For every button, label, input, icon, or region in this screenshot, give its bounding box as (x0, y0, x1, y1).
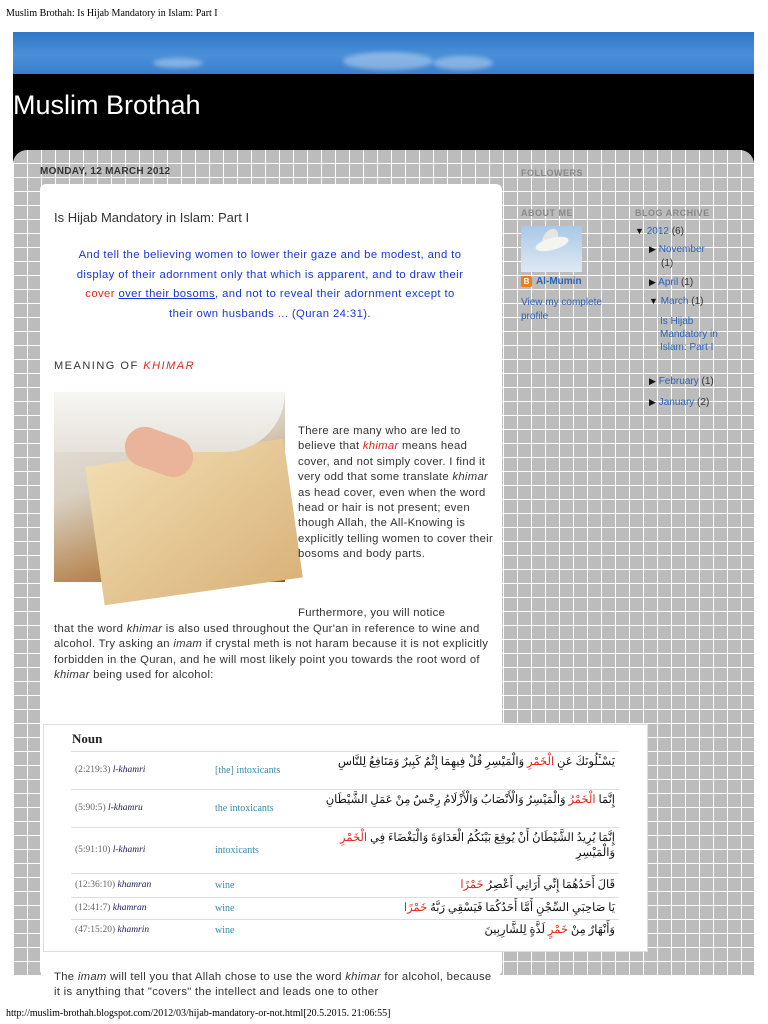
triangle-down-icon[interactable]: ▼ (649, 296, 658, 306)
noun-gloss: wine (215, 925, 235, 936)
p2-khimar: khimar (126, 623, 163, 635)
about-me-heading: ABOUT ME (521, 208, 573, 218)
noun-table-row (71, 919, 619, 942)
archive-march-count: (1) (688, 296, 704, 307)
quote-cover-word: cover (85, 288, 115, 300)
noun-table-title: Noun (72, 731, 103, 746)
author-name-link[interactable]: Al-Mumin (536, 276, 582, 287)
p2-text-a: that the word (54, 623, 127, 635)
p1-khimar-italic: khimar (452, 471, 489, 484)
triangle-right-icon[interactable]: ▶ (649, 244, 656, 254)
section-heading (54, 360, 195, 372)
archive-january-link[interactable]: January (658, 397, 695, 408)
noun-gloss: the intoxicants (215, 803, 274, 814)
quote-line-2: display of their adornment only that which is apparent, and to draw their (76, 268, 464, 281)
print-page-footer: http://muslim-brothah.blogspot.com/2012/03/hijab-mandatory-or-not.html[20.5.2015. 21:06:55] (6, 1008, 391, 1019)
noun-ref[interactable]: (5:90:5) l-khamru (75, 803, 143, 813)
post-date: MONDAY, 12 MARCH 2012 (40, 166, 171, 177)
noun-arabic-verse: يَسْـَٔلُونَكَ عَنِ الْخَمْرِ وَالْمَيْسِرِ قُلْ فِيهِمَا إِثْمٌ كَبِيرٌ وَمَنَافِعُ لِلنَّاسِ (337, 756, 615, 768)
quran-reading-photo (54, 392, 285, 582)
archive-year-2012[interactable] (635, 226, 684, 237)
noun-table-row (71, 751, 619, 790)
archive-march-link[interactable]: March (660, 296, 689, 307)
p3-text-b: will tell you that Allah chose to use the word (106, 971, 346, 983)
archive-november-count: (1) (661, 258, 674, 269)
noun-gloss: [the] intoxicants (215, 765, 281, 776)
archive-april-link[interactable]: April (658, 277, 679, 288)
triangle-right-icon[interactable]: ▶ (649, 397, 656, 407)
noun-arabic-verse: إِنَّمَا يُرِيدُ الشَّيْطَانُ أَنْ يُوقِعَ بَيْنَكُمُ الْعَدَاوَةَ وَالْبَغْضَاءَ فِي الْخَمْرِ وَالْمَيْسِرِ (340, 832, 615, 859)
archive-post-link[interactable]: Is Hijab Mandatory in Islam: Part I (660, 316, 718, 353)
section-heading-text: MEANING OF (54, 360, 144, 372)
blogger-icon: B (521, 276, 532, 287)
followers-heading: FOLLOWERS (521, 168, 583, 178)
view-profile-link[interactable]: View my complete profile (521, 297, 602, 322)
p1-text-b: means head cover, and not simply cover. I find it very odd that some translate (298, 440, 486, 484)
p2-text-d: being used for alcohol: (89, 669, 214, 682)
p2-khimar-2: khimar (54, 669, 90, 682)
noun-ref[interactable]: (12:36:10) khamran (75, 880, 152, 890)
archive-january-count: (2) (694, 397, 710, 408)
noun-arabic-verse: وَأَنْهَارٌ مِنْ خَمْرٍ لَذَّةٍ لِلشَّارِبِينَ (484, 924, 615, 936)
p3-text-a: The (54, 971, 78, 983)
archive-year-link[interactable]: 2012 (646, 226, 669, 237)
archive-april-count: (1) (678, 277, 694, 288)
paragraph-3 (54, 970, 496, 1001)
archive-february-count: (1) (698, 376, 714, 387)
header-sky-banner (13, 32, 754, 74)
blog-archive-heading: BLOG ARCHIVE (635, 208, 710, 218)
archive-month-january[interactable] (649, 397, 709, 408)
profile-avatar[interactable] (521, 226, 582, 272)
noun-ref[interactable]: (47:15:20) khamrin (75, 925, 150, 935)
p1-khimar-red: khimar (362, 440, 399, 453)
noun-gloss: wine (215, 880, 235, 891)
triangle-right-icon[interactable]: ▶ (649, 376, 656, 386)
quote-line-1: And tell the believing women to lower their gaze and be modest, and to (78, 249, 462, 261)
p1-text-a: There are many who are led to believe that (298, 425, 461, 453)
triangle-down-icon[interactable]: ▼ (635, 226, 644, 236)
p3-imam: imam (77, 971, 107, 983)
section-heading-khimar: KHIMAR (143, 360, 196, 372)
noun-ref[interactable]: (12:41:7) khamran (75, 903, 147, 913)
noun-gloss: intoxicants (215, 845, 259, 856)
paragraph-1 (298, 424, 498, 563)
noun-ref[interactable]: (5:91:10) l-khamri (75, 845, 146, 855)
p3-text-c: for alcohol, because it is anything that "covers" the intellect and leads one to other (54, 971, 492, 999)
noun-gloss: wine (215, 903, 235, 914)
quote-bosoms-link[interactable]: over their bosoms (118, 288, 216, 300)
triangle-right-icon[interactable]: ▶ (649, 277, 656, 287)
p1-text-c: as head cover, even when the word head or hair is not present; even though Allah, the All-Knowing is explicitly telling women to cover their bosoms and body parts. (298, 486, 494, 561)
archive-month-february[interactable] (649, 376, 714, 387)
archive-november-link[interactable]: November (658, 244, 705, 255)
quote-line-4: their own husbands ... (Quran 24:31). (169, 307, 371, 320)
archive-february-link[interactable]: February (658, 376, 699, 387)
p2-text-b: is also used throughout the Qur'an in reference to wine and alcohol. Try asking an (54, 623, 480, 651)
noun-table-row (71, 827, 619, 874)
noun-table-row (71, 897, 619, 920)
noun-table-row (71, 873, 619, 898)
post-title[interactable]: Is Hijab Mandatory in Islam: Part I (54, 210, 250, 225)
noun-arabic-verse: إِنَّمَا الْخَمْرُ وَالْمَيْسِرُ وَالْأَنْصَابُ وَالْأَزْلَامُ رِجْسٌ مِنْ عَمَلِ الشَّيْطَانِ (325, 794, 615, 806)
print-page-header: Muslim Brothah: Is Hijab Mandatory in Islam: Part I (6, 8, 218, 19)
archive-year-count: (6) (668, 226, 684, 237)
archive-month-march[interactable] (649, 296, 704, 307)
paragraph-2 (54, 622, 496, 684)
noun-table-row (71, 789, 619, 828)
noun-table (43, 724, 648, 952)
p2-imam: imam (173, 638, 203, 651)
p2-text-c: if crystal meth is not haram because it is not explicitly forbidden in the Quran, and he will most likely point you towards the root word of (54, 638, 489, 666)
blog-frame (13, 32, 754, 999)
noun-arabic-verse: قَالَ أَحَدُهُمَا إِنِّي أَرَانِي أَعْصِرُ خَمْرًا (460, 879, 615, 891)
archive-month-november[interactable] (649, 244, 705, 255)
quran-quote (46, 246, 494, 324)
archive-month-april[interactable] (649, 277, 693, 288)
paragraph-2-first-line: Furthermore, you will notice (298, 607, 446, 619)
p3-khimar: khimar (345, 971, 381, 983)
blog-title[interactable]: Muslim Brothah (13, 90, 201, 120)
quote-line-3-rest: , and not to reveal their adornment except to (215, 288, 455, 300)
noun-arabic-verse: يَا صَاحِبَيِ السِّجْنِ أَمَّا أَحَدُكُمَا فَيَسْقِي رَبَّهُ خَمْرًا (403, 902, 615, 914)
noun-ref[interactable]: (2:219:3) l-khamri (75, 765, 146, 775)
